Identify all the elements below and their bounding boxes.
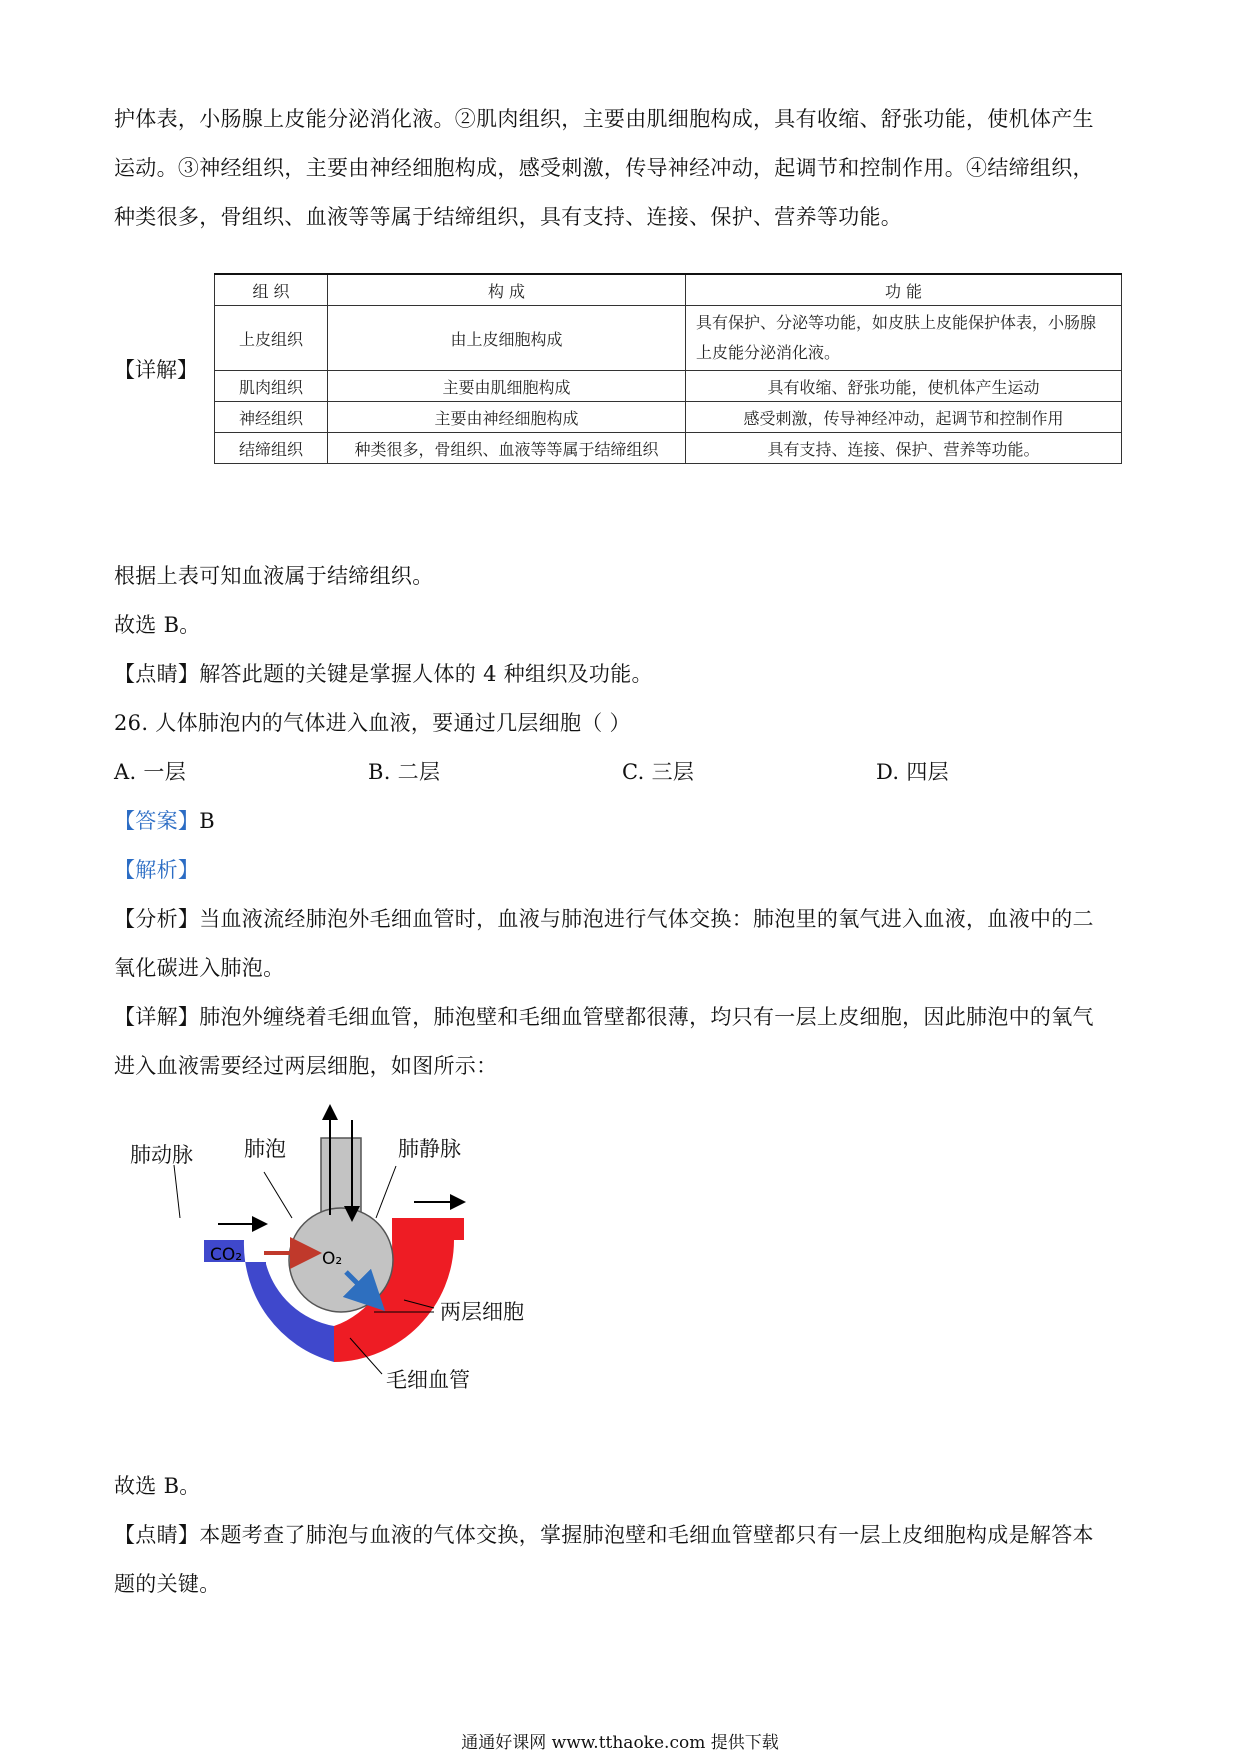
- analysis-text-1: 当血液流经肺泡外毛细血管时，血液与肺泡进行气体交换：肺泡里的氧气进入血液，血液中的二: [199, 907, 1094, 931]
- header-function: 功 能: [686, 274, 1122, 306]
- label-capillary: 毛细血管: [386, 1368, 470, 1392]
- option-c: C. 三层: [622, 760, 695, 784]
- intro-line-3: 种类很多，骨组织、血液等等属于结缔组织，具有支持、连接、保护、营养等功能。: [114, 205, 903, 229]
- cell-composition: 种类很多，骨组织、血液等等属于结缔组织: [328, 433, 686, 464]
- analysis-line-1: [114, 895, 1134, 944]
- detail2-label: 【详解】: [114, 1005, 200, 1029]
- option-d: D. 四层: [876, 760, 949, 784]
- choice-1: 故选 B。: [114, 613, 201, 637]
- cell-tissue: 肌肉组织: [215, 371, 328, 402]
- answer-value: B: [199, 809, 215, 833]
- page-footer: 通通好课网 www.tthaoke.com 提供下载: [461, 1733, 779, 1753]
- cell-tissue: 神经组织: [215, 402, 328, 433]
- cell-function: 感受刺激，传导神经冲动，起调节和控制作用: [686, 402, 1122, 433]
- table-row: [215, 306, 1122, 371]
- tip-2-line-1: [114, 1511, 1134, 1560]
- tissue-table: [214, 273, 1122, 464]
- label-vein: 肺静脉: [398, 1137, 461, 1161]
- answer-line: [114, 797, 1134, 846]
- option-a: A. 一层: [114, 760, 187, 784]
- tip-2-text-1: 本题考查了肺泡与血液的气体交换，掌握肺泡壁和毛细血管壁都只有一层上皮细胞构成是解答本: [199, 1523, 1094, 1547]
- cell-function: 具有保护、分泌等功能，如皮肤上皮能保护体表，小肠腺上皮能分泌消化液。: [686, 306, 1122, 371]
- cell-composition: 主要由肌细胞构成: [328, 371, 686, 402]
- analysis-sub-label: 【分析】: [114, 907, 200, 931]
- vein-pointer: [376, 1166, 396, 1218]
- cell-function: 具有收缩、舒张功能，使机体产生运动: [686, 371, 1122, 402]
- vein-outlet: [392, 1218, 464, 1240]
- cell-tissue: 结缔组织: [215, 433, 328, 464]
- label-alveolus: 肺泡: [244, 1137, 286, 1161]
- cell-composition: 由上皮细胞构成: [328, 306, 686, 371]
- detail2-text-1: 肺泡外缠绕着毛细血管，肺泡壁和毛细血管壁都很薄，均只有一层上皮细胞，因此肺泡中的氧气: [199, 1005, 1094, 1029]
- tissue-table-section: [114, 270, 1124, 480]
- alveolus-pointer: [264, 1172, 292, 1218]
- table-row: [215, 402, 1122, 433]
- alveolus-diagram: [114, 1100, 574, 1420]
- artery-pointer: [174, 1165, 180, 1218]
- option-b: B. 二层: [368, 760, 441, 784]
- table-row: [215, 433, 1122, 464]
- detail-label: 【详解】: [114, 358, 198, 382]
- answer-label: 【答案】: [114, 809, 200, 833]
- analysis-label: 【解析】: [114, 858, 200, 882]
- o2-label: O₂: [322, 1249, 343, 1269]
- label-artery: 肺动脉: [130, 1143, 193, 1167]
- tip-1-text: 解答此题的关键是掌握人体的 4 种组织及功能。: [199, 662, 653, 686]
- analysis-line-2: 氧化碳进入肺泡。: [114, 956, 285, 980]
- question-26: 26. 人体肺泡内的气体进入血液，要通过几层细胞（ ）: [114, 711, 631, 735]
- tip-2-line-2: 题的关键。: [114, 1572, 221, 1596]
- cell-function: 具有支持、连接、保护、营养等功能。: [686, 433, 1122, 464]
- alveolus-diagram-svg: [114, 1100, 574, 1420]
- tip-1: [114, 650, 1134, 699]
- choice-2: 故选 B。: [114, 1474, 201, 1498]
- tip-1-label: 【点睛】: [114, 662, 200, 686]
- cell-tissue: 上皮组织: [215, 306, 328, 371]
- detail2-line-2: 进入血液需要经过两层细胞，如图所示：: [114, 1054, 498, 1078]
- intro-line-2: 运动。③神经组织，主要由神经细胞构成，感受刺激，传导神经冲动，起调节和控制作用。④结缔组织，: [114, 156, 1094, 180]
- detail2-line-1: [114, 993, 1134, 1042]
- cell-composition: 主要由神经细胞构成: [328, 402, 686, 433]
- tip-2-label: 【点睛】: [114, 1523, 200, 1547]
- intro-line-1: 护体表，小肠腺上皮能分泌消化液。②肌肉组织，主要由肌细胞构成，具有收缩、舒张功能，使机体产生: [114, 107, 1094, 131]
- co2-label: CO₂: [210, 1245, 243, 1265]
- header-composition: 构 成: [328, 274, 686, 306]
- conclusion-text: 根据上表可知血液属于结缔组织。: [114, 564, 434, 588]
- label-two-layers: 两层细胞: [440, 1300, 524, 1324]
- table-row: [215, 371, 1122, 402]
- table-header-row: [215, 274, 1122, 306]
- header-tissue: 组 织: [215, 274, 328, 306]
